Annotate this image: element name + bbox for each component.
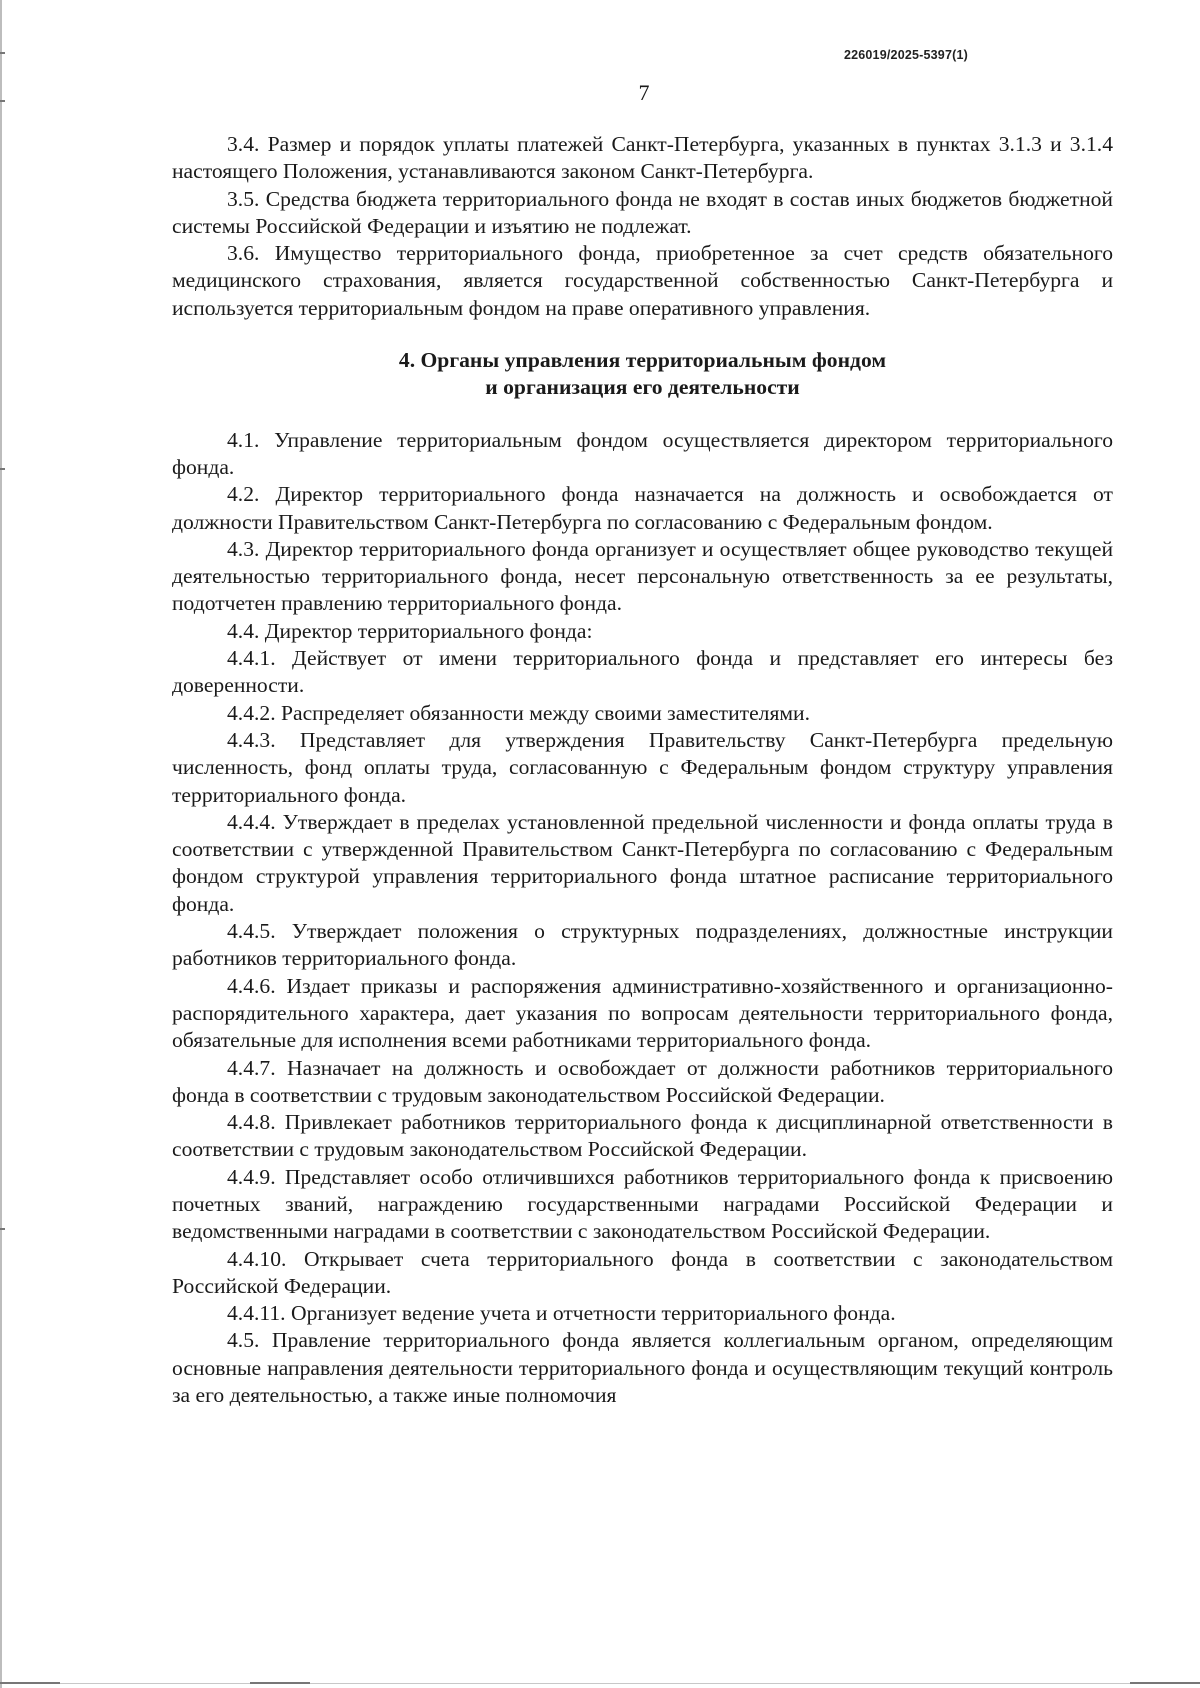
scan-mark bbox=[0, 1682, 60, 1684]
scan-mark bbox=[250, 1682, 310, 1684]
paragraph: 4.4.6. Издает приказы и распоряжения административно-хозяйственного и организационно-распорядительного характера, дает указания по вопросам деятельности территориального фонда, обязательные для исполнения всеми работниками территориального фонда. bbox=[172, 973, 1113, 1053]
paragraph: 4.4.2. Распределяет обязанности между своими заместителями. bbox=[227, 700, 811, 725]
paragraph: 4.4.10. Открывает счета территориального фонда в соответствии с законодательством Российской Федерации. bbox=[172, 1246, 1113, 1298]
paragraph: 4.4.8. Привлекает работников территориального фонда к дисциплинарной ответственности в соответствии с трудовым законодательством Российской Федерации. bbox=[172, 1110, 1113, 1162]
paragraph: 4.4.5. Утверждает положения о структурных подразделениях, должностные инструкции работников территориального фонда. bbox=[172, 919, 1113, 971]
paragraph: 4.2. Директор территориального фонда назначается на должность и освобождается от должности Правительством Санкт-Петербурга по согласованию с Федеральным фондом. bbox=[172, 482, 1113, 534]
paragraph: 4.4.1. Действует от имени территориального фонда и представляет его интересы без доверенности. bbox=[172, 646, 1113, 698]
paragraph: 4.1. Управление территориальным фондом осуществляется директором территориального фонда. bbox=[172, 427, 1113, 479]
scan-edge-left bbox=[0, 0, 2, 1688]
paragraph: 3.6. Имущество территориального фонда, приобретенное за счет средств обязательного медицинского страхования, является государственной собственностью Санкт-Петербурга и используется территориальным фондом на праве оперативного управления. bbox=[172, 241, 1113, 320]
paragraph: 4.3. Директор территориального фонда организует и осуществляет общее руководство текущей деятельностью территориального фонда, несет персональную ответственность за ее результаты, подотчетен правлению территориального фонда. bbox=[172, 536, 1113, 616]
paragraph: 3.4. Размер и порядок уплаты платежей Санкт-Петербурга, указанных в пунктах 3.1.3 и 3.1.4 настоящего Положения, устанавливаются законом Санкт-Петербурга. bbox=[172, 132, 1113, 184]
paragraph: 4.4.11. Организует ведение учета и отчетности территориального фонда. bbox=[227, 1301, 896, 1326]
scan-mark bbox=[0, 1228, 5, 1230]
section-heading-line: и организация его деятельности bbox=[485, 375, 800, 400]
page-number: 7 bbox=[638, 80, 650, 105]
scan-mark bbox=[0, 52, 5, 54]
paragraph: 4.4.9. Представляет особо отличившихся работников территориального фонда к присвоению почетных званий, награждению государственными наградами Российской Федерации и ведомственными наградами в соответствии с законодательством Российской Федерации. bbox=[172, 1164, 1113, 1244]
paragraph: 4.4. Директор территориального фонда: bbox=[227, 618, 593, 643]
paragraph: 4.4.3. Представляет для утверждения Правительству Санкт-Петербурга предельную численность, фонд оплаты труда, согласованную с Федеральным фондом структуру управления территориального фонда. bbox=[172, 727, 1113, 807]
section-heading-line: 4. Органы управления территориальным фондом bbox=[398, 348, 887, 373]
paragraph: 4.5. Правление территориального фонда является коллегиальным органом, определяющим основные направления деятельности территориального фонда и осуществляющим текущий контроль за его деятельностью, а также иные полномочия bbox=[172, 1328, 1113, 1408]
scan-mark bbox=[1130, 1682, 1200, 1684]
paragraph: 4.4.4. Утверждает в пределах установленной предельной численности и фонда оплаты труда в соответствии с утвержденной Правительством Санкт-Петербурга по согласованию с Федеральным фондом структурой управления территориального фонда штатное расписание территориального фонда. bbox=[172, 809, 1113, 916]
section-heading bbox=[172, 347, 1113, 402]
paragraph: 4.4.7. Назначает на должность и освобождает от должности работников территориального фонда в соответствии с трудовым законодательством Российской Федерации. bbox=[172, 1055, 1113, 1107]
scan-edge-bottom bbox=[0, 1683, 1200, 1684]
paragraph: 3.5. Средства бюджета территориального фонда не входят в состав иных бюджетов бюджетной системы Российской Федерации и изъятию не подлежат. bbox=[172, 186, 1113, 238]
document-body bbox=[172, 131, 1113, 1409]
document-registration-number: 226019/2025-5397(1) bbox=[843, 48, 968, 62]
scan-mark bbox=[0, 468, 5, 470]
